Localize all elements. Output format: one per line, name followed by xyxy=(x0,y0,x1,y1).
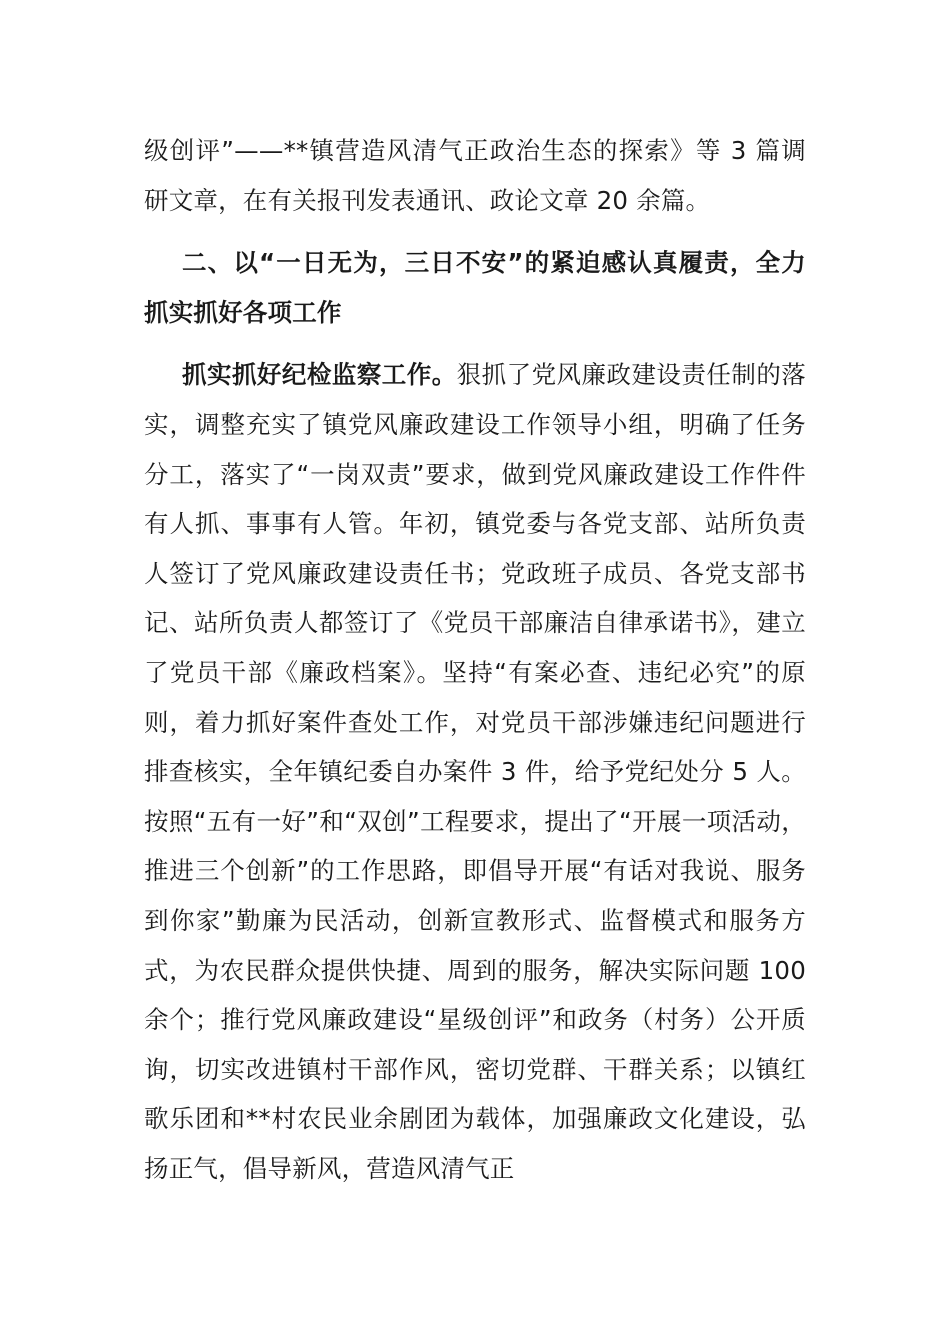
section-heading: 二、以“一日无为，三日不安”的紧迫感认真履责，全力抓实抓好各项工作 xyxy=(144,248,806,327)
body-paragraph xyxy=(144,350,806,1193)
paragraph-body: 狠抓了党风廉政建设责任制的落实，调整充实了镇党风廉政建设工作领导小组，明确了任务分工，落实了“一岗双责”要求，做到党风廉政建设工作件件有人抓、事事有人管。年初，镇党委与各党支部、站所负责人签订了党风廉政建设责任书；党政班子成员、各党支部书记、站所负责人都签订了《党员干部廉洁自律承诺书》，建立了党员干部《廉政档案》。坚持“有案必查、违纪必究”的原则，着力抓好案件查处工作，对党员干部涉嫌违纪问题进行排查核实，全年镇纪委自办案件 3 件，给予党纪处分 5 人。按照“五有一好”和“双创”工程要求，提出了“开展一项活动，推进三个创新”的工作思路，即倡导开展“有话对我说、服务到你家”勤廉为民活动，创新宣教形式、监督模式和服务方式，为农民群众提供快捷、周到的服务，解决实际问题 100 余个；推行党风廉政建设“星级创评”和政务（村务）公开质询，切实改进镇村干部作风，密切党群、干群关系；以镇红歌乐团和**村农民业余剧团为载体，加强廉政文化建设，弘扬正气，倡导新风，营造风清气正 xyxy=(144,360,806,1183)
document-body xyxy=(144,126,806,1193)
paragraph-lead: 抓实抓好纪检监察工作。 xyxy=(182,360,457,390)
continuation-paragraph: 级创评”——**镇营造风清气正政治生态的探索》等 3 篇调研文章，在有关报刊发表通讯、政论文章 20 余篇。 xyxy=(144,136,806,215)
